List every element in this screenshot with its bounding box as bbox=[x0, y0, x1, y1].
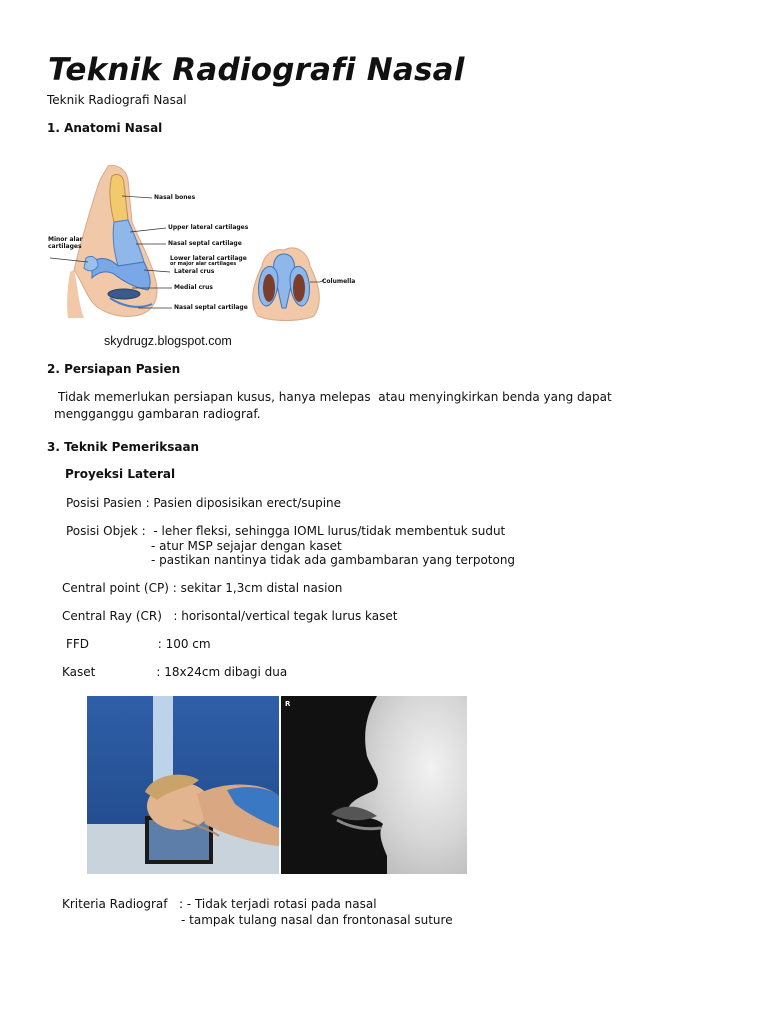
ffd-text: FFD : 100 cm bbox=[66, 637, 211, 651]
posisi-objek-line3: - pastikan nantinya tidak ada gambambaran yang terpotong bbox=[151, 553, 516, 567]
label-lateral-crus: Lateral crus bbox=[174, 268, 215, 275]
section-heading-persiapan: 2. Persiapan Pasien bbox=[47, 362, 181, 376]
persiapan-text-line2: mengganggu gambaran radiograf. bbox=[54, 407, 261, 421]
posisi-objek-line1: Posisi Objek : - leher fleksi, sehingga IOML lurus/tidak membentuk sudut bbox=[66, 524, 506, 538]
page-subtitle: Teknik Radiografi Nasal bbox=[47, 93, 187, 107]
positioning-photo bbox=[87, 696, 467, 874]
label-lower-lateral-2: or major alar cartilages bbox=[170, 261, 237, 267]
label-columella: Columella bbox=[322, 278, 356, 285]
label-minor-alar-2: cartilages bbox=[48, 243, 82, 250]
posisi-objek-line2: - atur MSP sejajar dengan kaset bbox=[151, 539, 342, 553]
subheading-proyeksi-lateral: Proyeksi Lateral bbox=[65, 467, 176, 481]
kaset-text: Kaset : 18x24cm dibagi dua bbox=[62, 665, 288, 679]
label-medial-crus: Medial crus bbox=[174, 284, 213, 291]
kriteria-line2: - tampak tulang nasal dan frontonasal suture bbox=[181, 913, 453, 927]
central-point-text: Central point (CP) : sekitar 1,3cm distal nasion bbox=[62, 581, 343, 595]
label-nasal-septal-bottom: Nasal septal cartilage bbox=[174, 304, 248, 311]
label-nasal-bones: Nasal bones bbox=[154, 194, 196, 201]
label-lower-lateral-1: Lower lateral cartilage bbox=[170, 255, 247, 262]
label-minor-alar-1: Minor alar bbox=[48, 236, 83, 243]
label-nasal-septal: Nasal septal cartilage bbox=[168, 240, 242, 247]
xray-side-marker: R bbox=[285, 700, 291, 708]
persiapan-text-line1: Tidak memerlukan persiapan kusus, hanya melepas atau menyingkirkan benda yang dapat bbox=[58, 390, 612, 404]
page-title: Teknik Radiografi Nasal bbox=[48, 52, 465, 88]
section-heading-teknik: 3. Teknik Pemeriksaan bbox=[47, 440, 200, 454]
section-heading-anatomi: 1. Anatomi Nasal bbox=[47, 121, 163, 135]
figure-caption: skydrugz.blogspot.com bbox=[104, 334, 232, 348]
kriteria-line1: Kriteria Radiograf : - Tidak terjadi rotasi pada nasal bbox=[62, 897, 377, 911]
label-upper-lateral: Upper lateral cartilages bbox=[168, 224, 249, 231]
nasal-anatomy-figure bbox=[48, 162, 368, 324]
central-ray-text: Central Ray (CR) : horisontal/vertical tegak lurus kaset bbox=[62, 609, 398, 623]
posisi-pasien-text: Posisi Pasien : Pasien diposisikan erect/supine bbox=[66, 496, 342, 510]
positioning-and-radiograph-figure bbox=[87, 696, 467, 874]
